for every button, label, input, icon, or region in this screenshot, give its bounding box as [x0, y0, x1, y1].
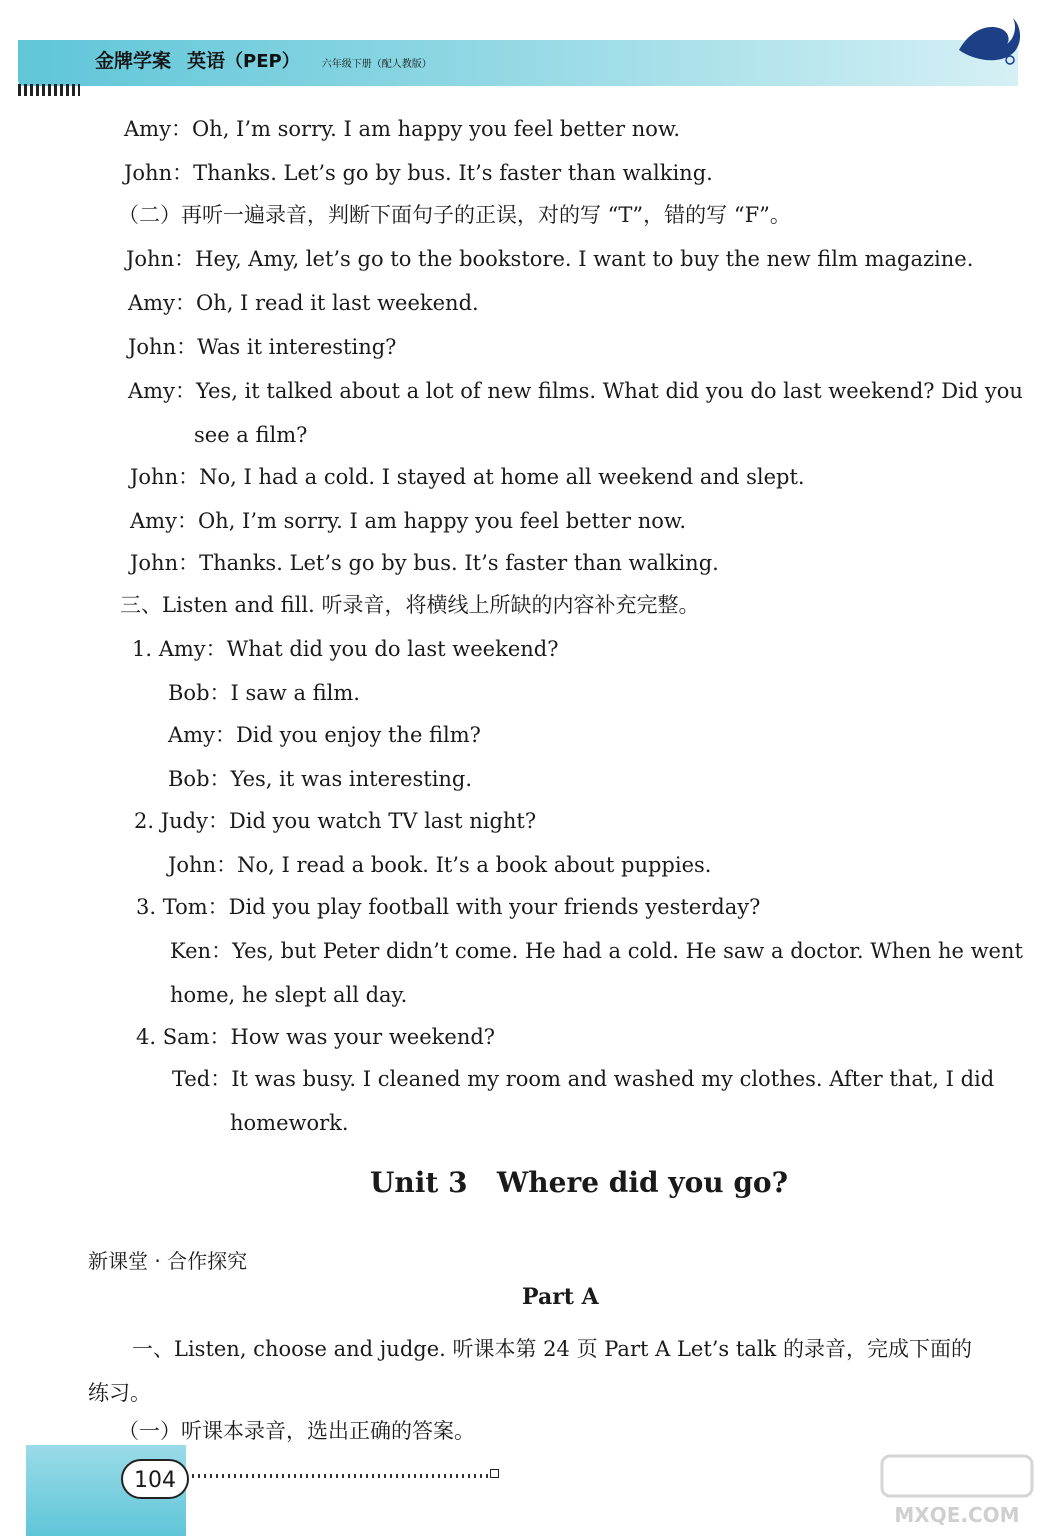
exercise-line: 一、Listen, choose and judge. 听课本第 24 页 Part A Let’s talk 的录音，完成下面的	[132, 1337, 972, 1361]
speaker-label: 1. Amy：	[132, 637, 227, 661]
speaker-label: Ted：	[172, 1067, 232, 1091]
line-text: It was busy. I cleaned my room and washed my clothes. After that, I did	[231, 1067, 995, 1091]
line-text: homework.	[230, 1111, 349, 1135]
header-edition: （PEP）	[225, 51, 300, 72]
line-text: Did you enjoy the film?	[235, 723, 481, 747]
header-brand: 金牌学案	[95, 50, 172, 72]
speaker-label: Amy：	[130, 509, 198, 533]
dialogue-line	[168, 678, 360, 708]
wave-logo-icon	[955, 14, 1025, 70]
watermark-text: MXQE.COM	[894, 1503, 1020, 1527]
exercise-line: （一）听课本录音，选出正确的答案。	[118, 1419, 475, 1443]
line-text: Oh, I’m sorry. I am happy you feel better now.	[197, 509, 687, 533]
speaker-label: John：	[124, 161, 194, 185]
speaker-label: John：	[128, 335, 198, 359]
line-text: No, I had a cold. I stayed at home all weekend and slept.	[199, 465, 805, 489]
header-stripe-decoration	[18, 84, 80, 96]
page-number: 104	[121, 1459, 189, 1499]
dialogue-line	[126, 244, 973, 274]
line-text: see a film?	[194, 423, 308, 447]
speaker-label: John：	[130, 465, 200, 489]
line-text: Did you play football with your friends yesterday?	[228, 895, 761, 919]
speaker-label: Amy：	[128, 379, 196, 403]
unit-title: Unit 3 Where did you go?	[370, 1166, 789, 1199]
header-grade: 六年级下册（配人教版）	[321, 59, 432, 70]
line-text: Did you watch TV last night?	[228, 809, 537, 833]
line-text: home, he slept all day.	[170, 983, 408, 1007]
line-text: Yes, it talked about a lot of new films. What did you do last weekend? Did you	[195, 379, 1023, 403]
line-text: No, I read a book. It’s a book about puppies.	[237, 853, 712, 877]
speaker-label: Amy：	[124, 117, 192, 141]
dialogue-line	[230, 1108, 349, 1138]
dialogue-line	[170, 980, 407, 1010]
speaker-label: 4. Sam：	[136, 1025, 231, 1049]
speaker-label: Amy：	[168, 723, 236, 747]
line-text: （二）再听一遍录音，判断下面句子的正误，对的写 “T”，错的写 “F”。	[118, 203, 791, 227]
footer-dotted-line	[192, 1474, 488, 1478]
speaker-label: Bob：	[168, 767, 231, 791]
dialogue-line	[168, 850, 711, 880]
exercise-line: 练习。	[88, 1381, 151, 1405]
speaker-label: Bob：	[168, 681, 231, 705]
dialogue-line	[136, 892, 760, 922]
line-text: Oh, I read it last weekend.	[195, 291, 479, 315]
dialogue-line	[130, 506, 686, 536]
dialogue-line	[128, 288, 479, 318]
line-text: Yes, it was interesting.	[230, 767, 473, 791]
dialogue-line	[168, 764, 472, 794]
page-header	[95, 46, 432, 78]
line-text: How was your weekend?	[230, 1025, 496, 1049]
dialogue-line	[170, 936, 1023, 966]
line-text: Oh, I’m sorry. I am happy you feel better now.	[191, 117, 681, 141]
dialogue-line	[136, 1022, 495, 1052]
header-subject	[187, 46, 300, 73]
dialogue-line	[128, 376, 1023, 406]
dialogue-line	[130, 462, 805, 492]
watermark	[872, 1450, 1042, 1530]
speaker-label: 3. Tom：	[136, 895, 229, 919]
speaker-label: John：	[130, 551, 200, 575]
speaker-label: John：	[168, 853, 238, 877]
dialogue-line	[132, 634, 558, 664]
dialogue-line	[124, 114, 680, 144]
line-text: Was it interesting?	[197, 335, 397, 359]
dialogue-line	[168, 720, 481, 750]
line-text: What did you do last weekend?	[226, 637, 559, 661]
line-text: Hey, Amy, let’s go to the bookstore. I want to buy the new film magazine.	[195, 247, 974, 271]
line-text: Yes, but Peter didn’t come. He had a cold. He saw a doctor. When he went	[232, 939, 1023, 963]
dialogue-line	[128, 332, 396, 362]
dialogue-line	[134, 806, 536, 836]
section-label: 新课堂 · 合作探究	[88, 1249, 248, 1273]
dialogue-line	[172, 1064, 994, 1094]
dialogue-line	[120, 590, 699, 620]
speaker-label: John：	[126, 247, 196, 271]
part-title: Part A	[522, 1284, 599, 1310]
header-subject-name: 英语	[187, 50, 226, 72]
line-text: 三、Listen and fill. 听录音，将横线上所缺的内容补充完整。	[120, 593, 700, 617]
footer-square-icon	[490, 1469, 499, 1478]
speaker-label: Amy：	[128, 291, 196, 315]
speaker-label: Ken：	[170, 939, 233, 963]
line-text: Thanks. Let’s go by bus. It’s faster than walking.	[199, 551, 719, 575]
speaker-label: 2. Judy：	[134, 809, 229, 833]
line-text: Thanks. Let’s go by bus. It’s faster than walking.	[193, 161, 713, 185]
line-text: I saw a film.	[230, 681, 360, 705]
dialogue-line	[124, 158, 713, 188]
dialogue-line	[130, 548, 719, 578]
dialogue-line	[118, 200, 791, 230]
dialogue-line	[194, 420, 307, 450]
